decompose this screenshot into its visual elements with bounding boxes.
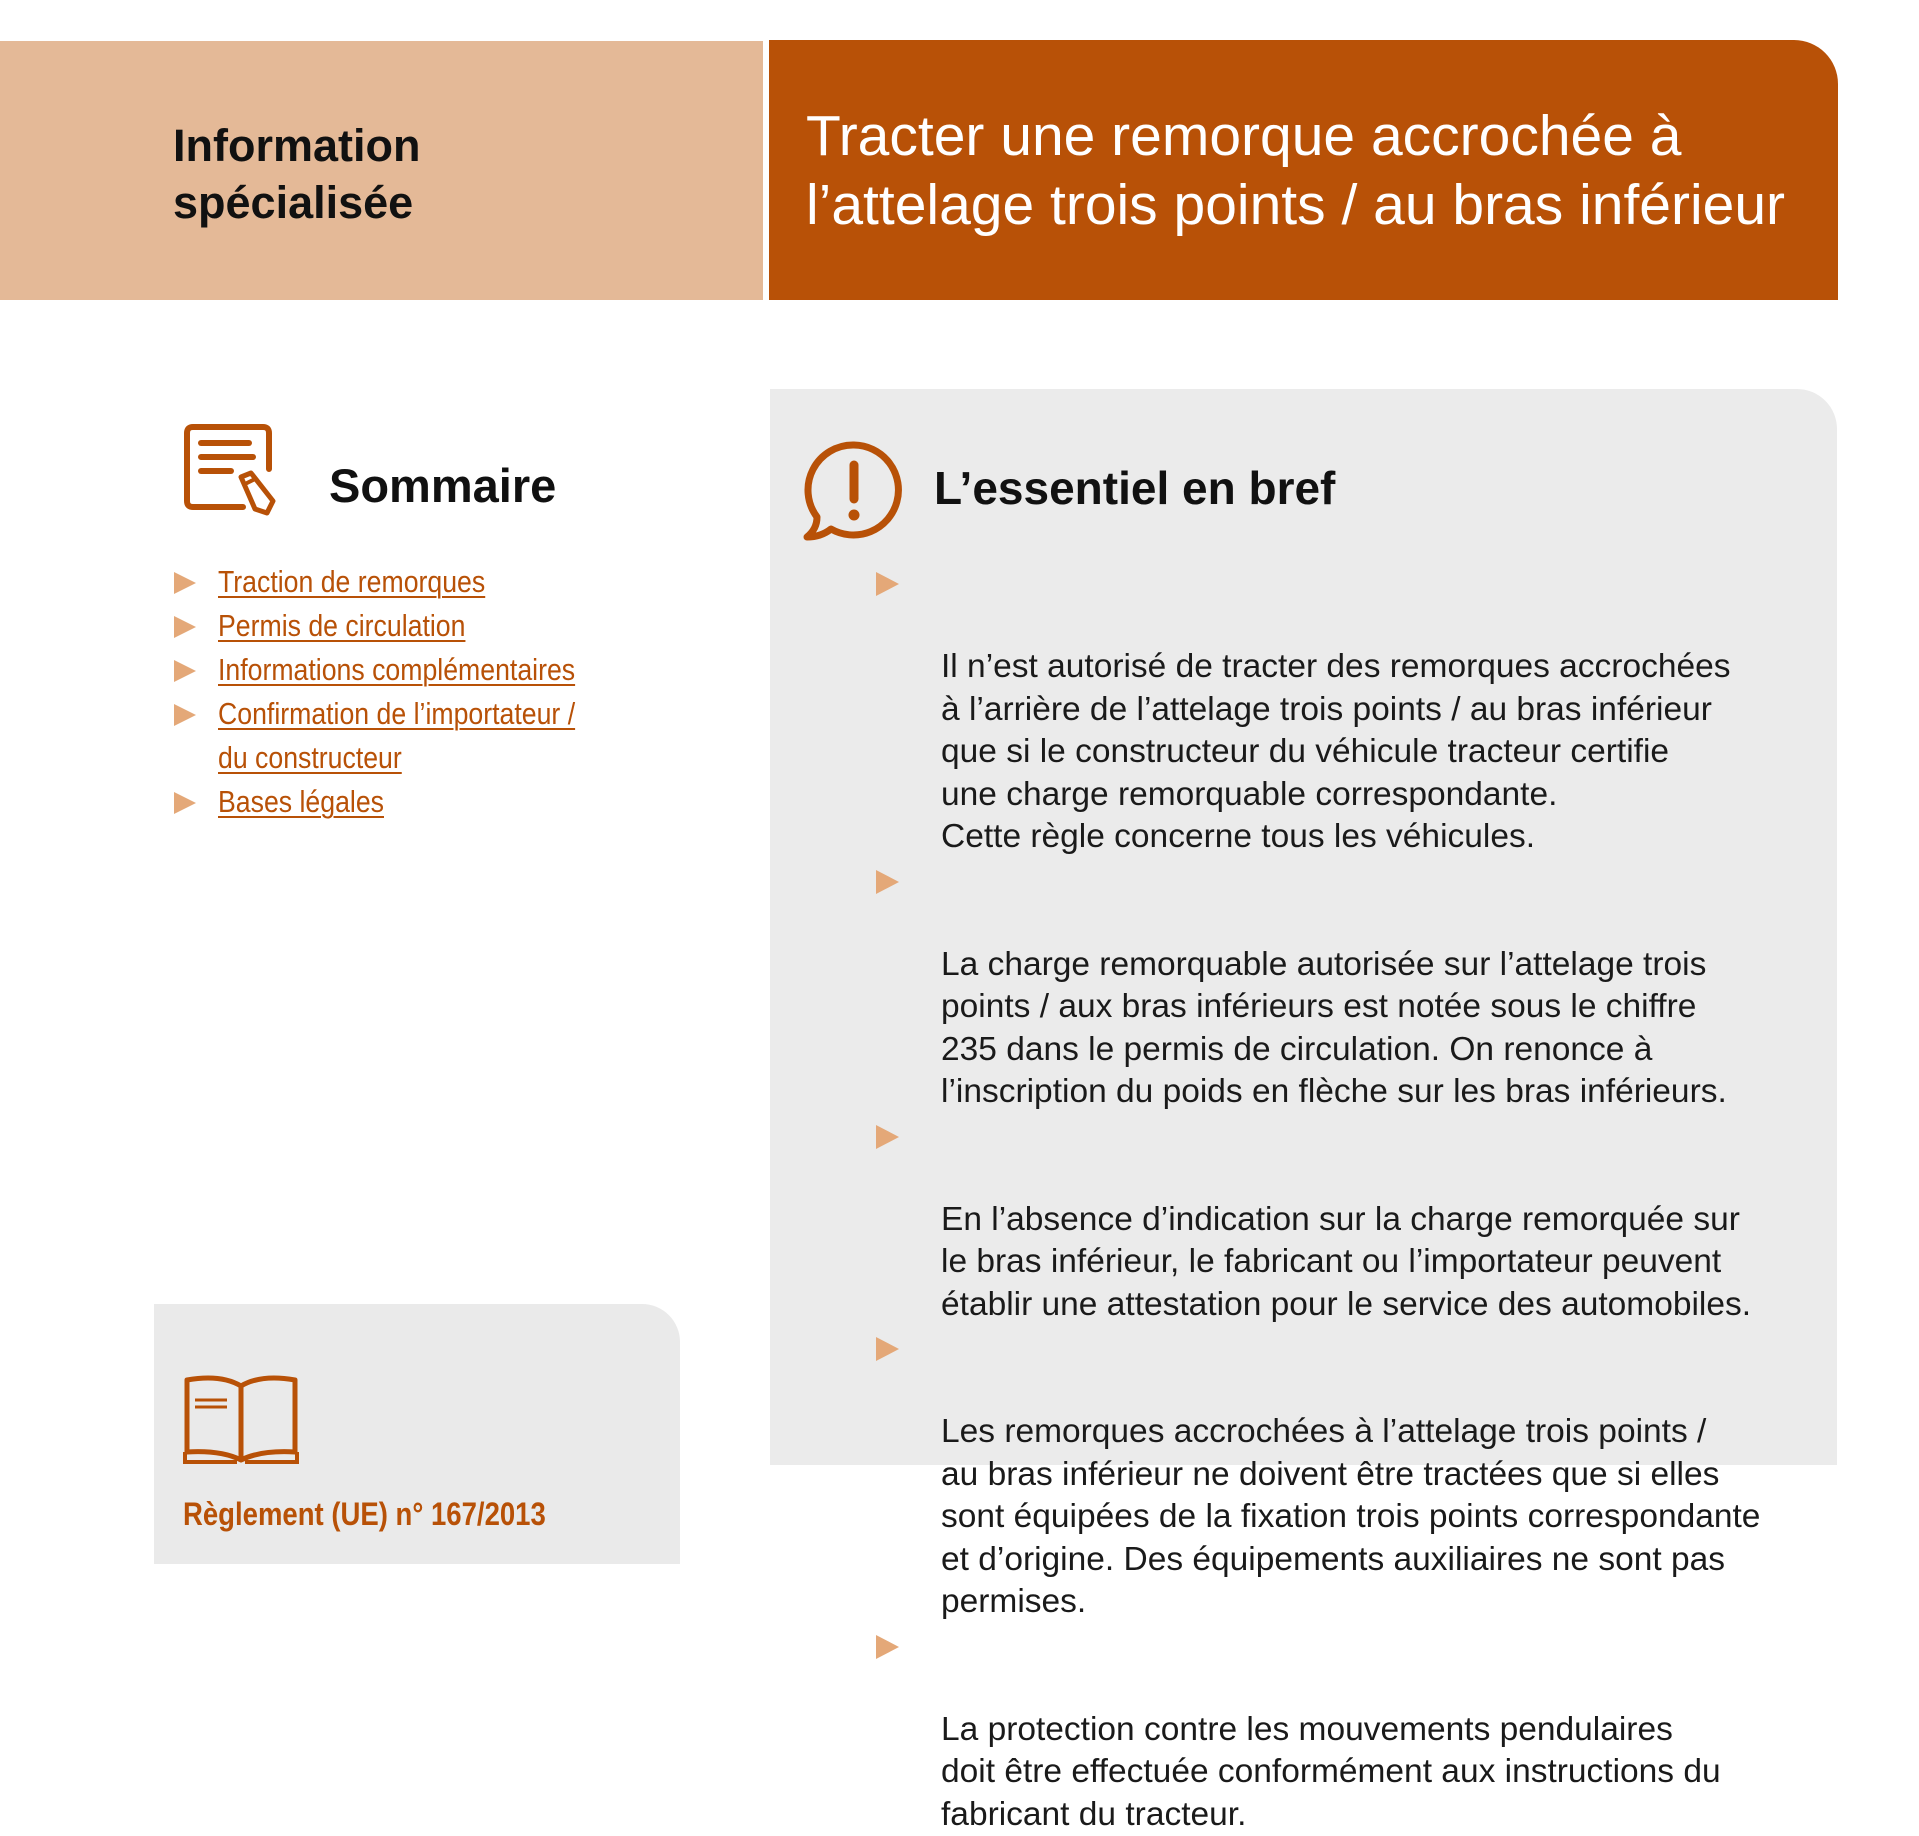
open-book-icon: [181, 1370, 301, 1466]
regulation-box: [154, 1304, 680, 1564]
header-category-block: [0, 41, 763, 300]
list-item-text: Il n’est autorisé de tracter des remorques accrochées à l’arrière de l’attelage trois points / au bras inférieur que si le constructeur du véhicule tracteur certifie une charge remorquable correspondante. Cette règle concerne tous les véhicules.: [941, 648, 1731, 855]
list-item: [172, 648, 638, 692]
list-item-text: La protection contre les mouvements pendulaires doit être effectuée conformément aux instructions du fabricant du tracteur.: [941, 1711, 1721, 1833]
header-title-block: [769, 40, 1838, 300]
bullet-triangle-icon: [174, 616, 196, 638]
essentiel-list: [874, 561, 1824, 1836]
list-item-text: Les remorques accrochées à l’attelage trois points / au bras inférieur ne doivent être tractées que si elles sont équipées de la fixation trois points correspondante et d’origine. Des équipements auxiliaires ne sont pas permises.: [941, 1413, 1760, 1620]
list-item-text: La charge remorquable autorisée sur l’attelage trois points / aux bras inférieurs est notée sous le chiffre 235 dans le permis de circulation. On renonce à l’inscription du poids en flèche sur les bras inférieurs.: [941, 946, 1727, 1111]
sommaire-title: Sommaire: [329, 458, 556, 513]
list-item: [172, 604, 638, 648]
toc-link-traction[interactable]: Traction de remorques: [218, 560, 485, 604]
bullet-triangle-icon: [876, 1635, 899, 1659]
list-item-text: En l’absence d’indication sur la charge remorquée sur le bras inférieur, le fabricant ou l’importateur peuvent établir une attestation pour le service des automobiles.: [941, 1201, 1751, 1323]
list-item: [172, 780, 638, 824]
list-item: [874, 1114, 1824, 1327]
bullet-triangle-icon: [174, 792, 196, 814]
header-category-title: Information spécialisée: [173, 117, 420, 231]
exclamation-speech-bubble-icon: [801, 437, 907, 543]
essentiel-title: L’essentiel en bref: [934, 461, 1335, 515]
regulation-title: Règlement (UE) n° 167/2013: [183, 1496, 546, 1533]
document-edit-icon: [183, 423, 279, 519]
toc-link-informations[interactable]: Informations complémentaires: [218, 648, 575, 692]
bullet-triangle-icon: [876, 572, 899, 596]
sommaire-list: [172, 560, 638, 824]
bullet-triangle-icon: [174, 572, 196, 594]
bullet-triangle-icon: [876, 1337, 899, 1361]
page-title: Tracter une remorque accrochée à l’attelage trois points / au bras inférieur: [806, 102, 1785, 240]
list-item: [874, 1624, 1824, 1836]
bullet-triangle-icon: [876, 870, 899, 894]
list-item: [172, 692, 638, 780]
list-item: [172, 560, 638, 604]
list-item: [874, 561, 1824, 859]
list-item: [874, 1326, 1824, 1624]
bullet-triangle-icon: [876, 1125, 899, 1149]
essentiel-panel: [770, 389, 1837, 1465]
list-item: [874, 859, 1824, 1114]
toc-link-permis[interactable]: Permis de circulation: [218, 604, 465, 648]
toc-link-bases-legales[interactable]: Bases légales: [218, 780, 384, 824]
bullet-triangle-icon: [174, 704, 196, 726]
bullet-triangle-icon: [174, 660, 196, 682]
toc-link-confirmation[interactable]: Confirmation de l’importateur / du constructeur: [218, 692, 575, 780]
